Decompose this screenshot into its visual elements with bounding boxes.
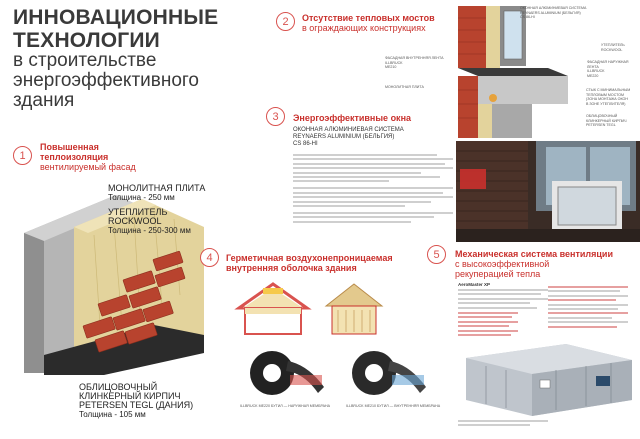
subtitle-line-1: в строительстве [13,50,157,71]
section-3-title: Энергоэффективные окна [293,113,412,123]
bridge-joint-1: СТЫК С МИНИМАЛЬНЫМ [586,88,631,92]
exterior-membrane-roll [238,345,328,401]
window-system-2: REYNAERS ALUMINIUM (БЕЛЬГИЯ) [293,134,395,140]
bridge-brick-3: PETERSEN TEGL [586,123,616,127]
section-5-title: Механическая система вентиляции [455,249,613,259]
vent-caption-text [458,420,548,429]
bridge-brick-1: ОБЛИЦОВОЧНЫЙ [586,114,618,118]
section-1-title-2: теплоизоляция [40,152,109,162]
section-1-heading [40,142,136,172]
brick-thickness: Толщина - 105 мм [79,410,146,419]
bridge-outer-1: ФАСАДНАЯ НАРУЖНАЯ ЛЕНТА [587,60,629,69]
insulation-brand: ROCKWOOL [108,216,162,226]
section-4-title: Герметичная воздухонепроницаемая [226,253,393,263]
interior-membrane-roll [340,345,430,401]
bridge-brick-2: КЛИНКЕРНЫЙ КИРПИЧ [586,118,627,123]
title-line-2: ТЕХНОЛОГИИ [13,29,160,52]
bridge-ins-2: ROCKWOOL [601,47,623,52]
section-2-subtitle: в ограждающих конструкциях [302,23,426,33]
bridge-joint-2: ТЕПЛОВЫМ МОСТОМ [586,92,624,97]
title-line-1: ИННОВАЦИОННЫЕ [13,6,219,29]
slab-label [108,184,205,202]
vent-feature-list [458,312,518,338]
bridge-inner-2: ILLBRUCK [385,60,403,65]
section-4-heading [226,253,393,273]
vent-unit-title: AeroMaster XP [458,282,491,287]
section-5-subtitle: с высокоэффективной [455,259,550,269]
section-1-title: Повышенная [40,142,99,152]
insulation-thickness: Толщина - 250-300 мм [108,226,191,235]
bridge-window-label [520,6,586,20]
brick-brand: PETERSEN TEGL (ДАНИЯ) [79,400,194,410]
slab-thickness: Толщина - 250 мм [108,193,175,202]
page-title [13,6,218,52]
bridge-joint-3: (ЗОНА МОНТАЖА ОКОН [586,97,628,101]
bridge-joint-label [586,88,630,106]
window-system-name [293,127,404,148]
brick-name-1: ОБЛИЦОВОЧНЫЙ [79,382,158,392]
subtitle-line-2: энергоэффективного [13,70,200,91]
bridge-outer-2: ILLBRUCK [587,69,605,73]
insulation-name: УТЕПЛИТЕЛЬ [108,207,168,217]
vent-feature-list-2 [548,286,628,330]
thermal-bridge-detail [448,6,598,146]
section-1-subtitle: вентилируемый фасад [40,162,136,172]
section-5-subtitle-2: рекуперацией тепла [455,269,541,279]
bridge-inner-3: ME210 [385,65,397,69]
section-2-number: 2 [276,12,295,31]
vent-description-text [458,289,548,311]
section-5-heading [455,249,613,279]
bridge-joint-4: В ЗОНЕ УТЕПЛИТЕЛЯ) [586,101,626,106]
bridge-outer-3: ME220 [587,73,599,78]
ventilation-unit-image [456,338,636,418]
exterior-membrane-caption: ILLBRUCK ME220 БУТИЛ — НАРУЖНАЯ МЕМБРАНА [240,404,331,408]
window-system-1: ОКОННАЯ АЛЮМИНИЕВАЯ СИСТЕМА [293,127,404,133]
section-5-number: 5 [427,245,446,264]
wall-section-illustration [4,175,214,375]
bridge-inner-tape-label [385,56,444,70]
subtitle-line-3: здания [13,90,75,111]
page-subtitle [13,51,199,111]
bridge-window-1: ОКОННАЯ АЛЮМИНИЕВАЯ СИСТЕМА [520,6,587,10]
section-1-number: 1 [13,146,32,165]
brick-label [79,383,193,419]
slab-name: МОНОЛИТНАЯ ПЛИТА [108,183,206,193]
brick-name-2: КЛИНКЕРНЫЙ КИРПИЧ [79,391,181,401]
bridge-window-3: CS 86-HI [520,15,535,19]
section-4-title-2: внутренняя оболочка здания [226,263,357,273]
window-photo [456,141,640,242]
bridge-slab-label: МОНОЛИТНАЯ ПЛИТА [385,85,424,89]
bridge-insulation-label [601,43,625,52]
bridge-inner-1: ФАСАДНАЯ ВНУТРЕННЯЯ ЛЕНТА [385,56,444,60]
window-description-text [293,154,453,225]
section-2-heading [302,13,435,33]
bridge-ins-1: УТЕПЛИТЕЛЬ [601,43,625,47]
bridge-outer-tape-label [587,60,640,78]
house-diagram-1 [233,280,313,338]
insulation-label [108,208,191,235]
section-2-title: Отсутствие тепловых мостов [302,13,435,23]
house-diagram-2 [324,280,384,338]
window-system-3: CS 86-HI [293,141,318,147]
bridge-brick-label [586,114,627,128]
section-4-number: 4 [200,248,219,267]
interior-membrane-caption: ILLBRUCK ME210 БУТИЛ — ВНУТРЕННЯЯ МЕМБРАНА [346,404,441,408]
bridge-window-2: REYNAERS ALUMINIUM (БЕЛЬГИЯ) [520,10,581,15]
section-3-number: 3 [266,107,285,126]
